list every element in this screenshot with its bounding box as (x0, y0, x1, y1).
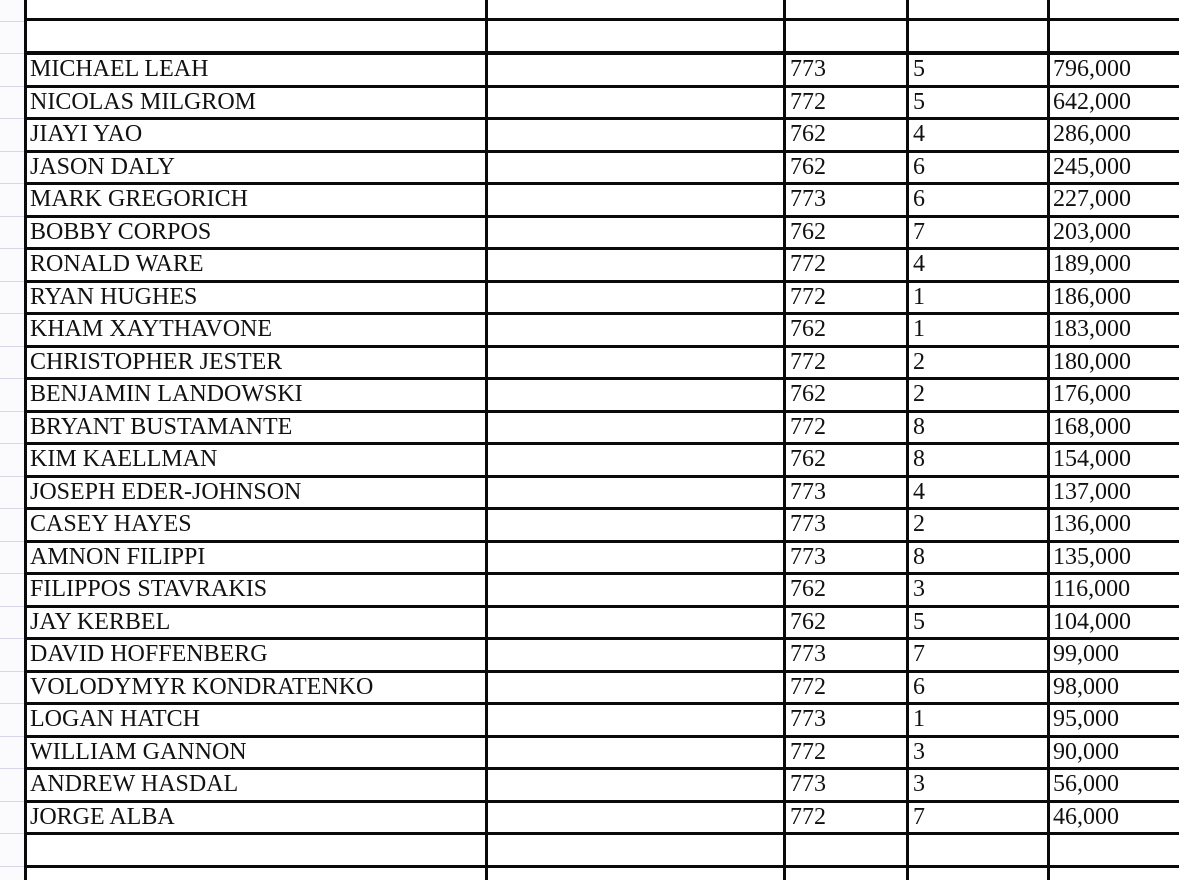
grid-row-border (24, 832, 1179, 835)
cell-code[interactable]: 773 (790, 478, 826, 505)
cell-name[interactable]: JAY KERBEL (30, 608, 171, 635)
cell-name[interactable]: KHAM XAYTHAVONE (30, 316, 273, 342)
grid-row-border (24, 605, 1179, 608)
cell-amount[interactable]: 227,000 (1053, 186, 1131, 212)
cell-rank[interactable]: 3 (913, 771, 925, 797)
cell-name[interactable]: AMNON FILIPPI (30, 543, 206, 570)
cell-code[interactable]: 772 (790, 88, 826, 115)
gutter-row-line (0, 86, 24, 87)
cell-name[interactable]: KIM KAELLMAN (30, 446, 218, 472)
cell-name[interactable]: LOGAN HATCH (30, 706, 200, 732)
gutter-row-line (0, 801, 24, 802)
gutter-row-line (0, 118, 24, 119)
cell-name[interactable]: JORGE ALBA (30, 803, 175, 830)
cell-code[interactable]: 772 (790, 283, 826, 310)
gutter-row-line (0, 248, 24, 249)
cell-code[interactable]: 772 (790, 738, 826, 765)
cell-amount[interactable]: 168,000 (1053, 413, 1131, 440)
cell-rank[interactable]: 1 (913, 316, 925, 342)
gutter-row-line (0, 541, 24, 542)
cell-rank[interactable]: 8 (913, 413, 925, 440)
gutter-row-line (0, 476, 24, 477)
cell-rank[interactable]: 3 (913, 576, 925, 602)
cell-code[interactable]: 772 (790, 673, 826, 700)
cell-name[interactable]: MICHAEL LEAH (30, 56, 209, 82)
cell-name[interactable]: JASON DALY (30, 153, 175, 180)
cell-rank[interactable]: 2 (913, 381, 925, 407)
gutter-row-line (0, 216, 24, 217)
cell-rank[interactable]: 7 (913, 803, 925, 830)
cell-rank[interactable]: 5 (913, 56, 925, 82)
cell-rank[interactable]: 4 (913, 121, 925, 147)
gutter-row-line (0, 378, 24, 379)
cell-code[interactable]: 762 (790, 381, 826, 407)
cell-amount[interactable]: 99,000 (1053, 641, 1119, 667)
grid-row-border (24, 117, 1179, 120)
gutter-row-line (0, 411, 24, 412)
cell-name[interactable]: JIAYI YAO (30, 121, 143, 147)
cell-rank[interactable]: 4 (913, 251, 925, 277)
cell-rank[interactable]: 8 (913, 543, 925, 570)
row-header-gutter (0, 0, 25, 880)
cell-rank[interactable]: 5 (913, 608, 925, 635)
cell-amount[interactable]: 642,000 (1053, 88, 1131, 115)
cell-amount[interactable]: 286,000 (1053, 121, 1131, 147)
cell-code[interactable]: 772 (790, 803, 826, 830)
cell-code[interactable]: 762 (790, 608, 826, 635)
gutter-row-line (0, 606, 24, 607)
grid-row-border (24, 150, 1179, 153)
cell-rank[interactable]: 4 (913, 478, 925, 505)
cell-code[interactable]: 773 (790, 56, 826, 82)
cell-rank[interactable]: 6 (913, 673, 925, 700)
gutter-row-line (0, 151, 24, 152)
cell-code[interactable]: 762 (790, 576, 826, 602)
cell-name[interactable]: BENJAMIN LANDOWSKI (30, 381, 303, 407)
cell-rank[interactable]: 1 (913, 706, 925, 732)
gutter-row-line (0, 833, 24, 834)
gutter-row-line (0, 736, 24, 737)
cell-code[interactable]: 773 (790, 641, 826, 667)
gutter-row-line (0, 281, 24, 282)
gutter-row-line (0, 768, 24, 769)
grid-column-border (906, 0, 909, 880)
gutter-row-line (0, 866, 24, 867)
gutter-row-line (0, 313, 24, 314)
cell-amount[interactable]: 245,000 (1053, 153, 1131, 180)
cell-rank[interactable]: 7 (913, 218, 925, 245)
cell-amount[interactable]: 135,000 (1053, 543, 1131, 570)
cell-amount[interactable]: 189,000 (1053, 251, 1131, 277)
cell-code[interactable]: 773 (790, 511, 826, 537)
cell-name[interactable]: JOSEPH EDER-JOHNSON (30, 478, 302, 505)
cell-amount[interactable]: 90,000 (1053, 738, 1119, 765)
grid-column-border (783, 0, 786, 880)
cell-name[interactable]: BRYANT BUSTAMANTE (30, 413, 293, 440)
cell-amount[interactable]: 46,000 (1053, 803, 1119, 830)
cell-name[interactable]: RONALD WARE (30, 251, 204, 277)
cell-amount[interactable]: 136,000 (1053, 511, 1131, 537)
cell-rank[interactable]: 1 (913, 283, 925, 310)
cell-name[interactable]: VOLODYMYR KONDRATENKO (30, 673, 374, 700)
cell-rank[interactable]: 8 (913, 446, 925, 472)
cell-name[interactable]: MARK GREGORICH (30, 186, 249, 212)
cell-code[interactable]: 762 (790, 446, 826, 472)
cell-code[interactable]: 772 (790, 348, 826, 375)
cell-rank[interactable]: 7 (913, 641, 925, 667)
cell-code[interactable]: 762 (790, 316, 826, 342)
cell-code[interactable]: 773 (790, 543, 826, 570)
cell-code[interactable]: 762 (790, 121, 826, 147)
cell-name[interactable]: RYAN HUGHES (30, 283, 198, 310)
cell-code[interactable]: 772 (790, 251, 826, 277)
gutter-row-line (0, 703, 24, 704)
cell-name[interactable]: ANDREW HASDAL (30, 771, 239, 797)
cell-name[interactable]: CHRISTOPHER JESTER (30, 348, 283, 375)
gutter-row-line (0, 573, 24, 574)
gutter-row-line (0, 346, 24, 347)
grid-row-border (24, 507, 1179, 510)
cell-code[interactable]: 773 (790, 771, 826, 797)
cell-name[interactable]: CASEY HAYES (30, 511, 192, 537)
cell-amount[interactable]: 104,000 (1053, 608, 1131, 635)
cell-code[interactable]: 773 (790, 186, 826, 212)
cell-code[interactable]: 762 (790, 218, 826, 245)
gutter-row-line (0, 443, 24, 444)
cell-name[interactable]: BOBBY CORPOS (30, 218, 212, 245)
cell-amount[interactable]: 154,000 (1053, 446, 1131, 472)
cell-code[interactable]: 773 (790, 706, 826, 732)
gutter-row-line (0, 671, 24, 672)
grid-column-border (485, 0, 488, 880)
cell-amount[interactable]: 116,000 (1053, 576, 1131, 602)
cell-amount[interactable]: 56,000 (1053, 771, 1119, 797)
cell-name[interactable]: WILLIAM GANNON (30, 738, 247, 765)
cell-amount[interactable]: 176,000 (1053, 381, 1131, 407)
gutter-row-line (0, 508, 24, 509)
cell-rank[interactable]: 3 (913, 738, 925, 765)
cell-amount[interactable]: 203,000 (1053, 218, 1131, 245)
grid-row-border (24, 865, 1179, 868)
cell-amount[interactable]: 98,000 (1053, 673, 1119, 700)
cell-amount[interactable]: 180,000 (1053, 348, 1131, 375)
grid-row-border (24, 800, 1179, 803)
cell-amount[interactable]: 137,000 (1053, 478, 1131, 505)
cell-rank[interactable]: 5 (913, 88, 925, 115)
cell-rank[interactable]: 6 (913, 153, 925, 180)
grid-column-border (24, 0, 27, 880)
gutter-row-line (0, 638, 24, 639)
cell-rank[interactable]: 2 (913, 511, 925, 537)
gutter-row-line (0, 53, 24, 54)
cell-amount[interactable]: 183,000 (1053, 316, 1131, 342)
cell-code[interactable]: 772 (790, 413, 826, 440)
cell-amount[interactable]: 796,000 (1053, 56, 1131, 82)
cell-rank[interactable]: 6 (913, 186, 925, 212)
cell-amount[interactable]: 186,000 (1053, 283, 1131, 310)
cell-name[interactable]: FILIPPOS STAVRAKIS (30, 576, 268, 602)
cell-amount[interactable]: 95,000 (1053, 706, 1119, 732)
grid-column-border (1047, 0, 1050, 880)
cell-name[interactable]: NICOLAS MILGROM (30, 88, 257, 115)
cell-rank[interactable]: 2 (913, 348, 925, 375)
gutter-row-line (0, 21, 24, 22)
cell-code[interactable]: 762 (790, 153, 826, 180)
grid-row-border (24, 18, 1179, 21)
cell-name[interactable]: DAVID HOFFENBERG (30, 641, 268, 667)
gutter-row-line (0, 183, 24, 184)
